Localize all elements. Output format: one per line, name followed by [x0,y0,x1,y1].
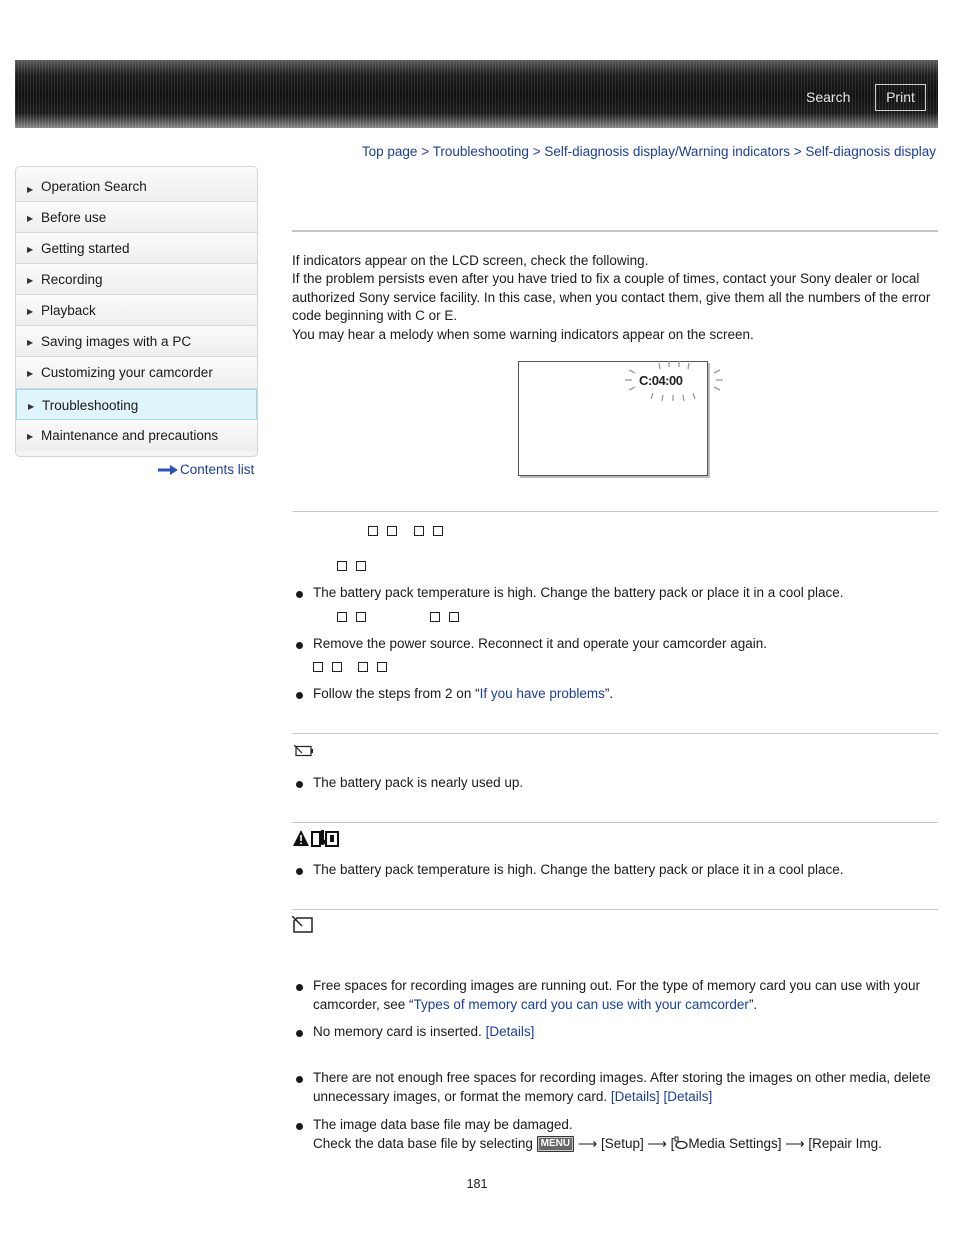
error-code-display: C:04:00 [639,373,683,388]
sidebar-item-saving-images[interactable]: ▶ Saving images with a PC [16,326,257,357]
details-link[interactable]: [Details] [610,1088,660,1104]
lcd-screen-illustration [518,361,708,476]
sidebar-item-before-use[interactable]: ▶ Before use [16,202,257,233]
breadcrumb-separator: > [532,144,541,159]
breadcrumb-separator: > [793,144,802,159]
breadcrumb-warning-indicators[interactable]: Self-diagnosis display/Warning indicators [544,144,790,159]
battery-low-icon [294,745,314,757]
sidebar-item-getting-started[interactable]: ▶ Getting started [16,233,257,264]
sidebar-item-maintenance[interactable]: ▶ Maintenance and precautions [16,420,257,451]
arrow-right-icon: ▶ [27,369,34,379]
error-code-subheading [337,558,375,573]
arrow-right-icon: ▶ [27,276,34,286]
divider [292,230,938,232]
sidebar-item-recording[interactable]: ▶ Recording [16,264,257,295]
print-button[interactable]: Print [875,84,926,111]
details-link[interactable]: [Details] [485,1024,535,1039]
arrow-right-icon: ▶ [28,401,35,411]
error-code-heading [368,523,452,538]
sidebar-item-playback[interactable]: ▶ Playback [16,295,257,326]
breadcrumb [362,144,936,159]
placeholder-square-icon [337,612,347,622]
sidebar-nav [15,166,258,457]
arrow-right-icon [158,465,178,475]
breadcrumb-self-diagnosis[interactable]: Self-diagnosis display [805,144,936,159]
memory-card-icon [292,916,314,934]
sidebar-item-operation-search[interactable]: ▶ Operation Search [16,167,257,202]
placeholder-square-icon [414,526,424,536]
arrow-right-icon: ⟶ [577,1135,598,1151]
placeholder-square-icon [313,662,323,672]
divider [292,909,938,910]
placeholder-square-icon [430,612,440,622]
if-you-have-problems-link[interactable]: If you have problems [479,686,605,701]
search-link[interactable]: Search [806,89,851,105]
placeholder-square-icon [356,561,366,571]
arrow-right-icon: ▶ [27,214,34,223]
breadcrumb-troubleshooting[interactable]: Troubleshooting [432,144,529,159]
arrow-right-icon: ⟶ [647,1135,667,1151]
sidebar-item-customizing[interactable]: ▶ Customizing your camcorder [16,357,257,388]
arrow-right-icon: ▶ [27,185,34,194]
placeholder-square-icon [377,662,387,672]
error-code-subheading [313,659,396,674]
battery-temperature-warning-icon [292,828,342,848]
arrow-right-icon: ▶ [27,338,34,348]
placeholder-square-icon [332,662,342,672]
intro-text: If indicators appear on the LCD screen, check the following. If the problem persists even after you have tried to fix a couple of times, contact your Sony dealer or local authorized Sony service facility. In this case, when you contact them, give them all the numbers of the error code beginning with C or E. You may hear a melody when some warning indicators appear on the screen. [292,253,931,342]
divider [292,733,938,734]
arrow-right-icon: ▶ [27,431,34,441]
placeholder-square-icon [387,526,397,536]
arrow-right-icon: ▶ [27,245,34,255]
details-link[interactable]: [Details] [663,1088,713,1104]
placeholder-square-icon [433,526,443,536]
error-code-subheading [337,609,468,624]
placeholder-square-icon [368,526,378,536]
menu-button-icon: MENU [537,1136,574,1152]
sidebar-item-troubleshooting[interactable]: ▶ Troubleshooting [16,389,257,420]
divider [292,511,938,512]
media-settings-icon [674,1136,688,1150]
page-number: 181 [466,1177,488,1191]
arrow-right-icon: ▶ [27,307,34,317]
contents-list-link[interactable]: Contents list [158,462,254,477]
placeholder-square-icon [449,612,459,622]
memory-card-types-link[interactable]: Types of memory card you can use with your camcorder [413,996,749,1012]
placeholder-square-icon [337,561,347,571]
breadcrumb-top-page[interactable]: Top page [361,144,418,159]
breadcrumb-separator: > [421,144,430,159]
placeholder-square-icon [358,662,368,672]
header-bar [15,60,938,128]
divider [292,822,938,823]
arrow-right-icon: ⟶ [785,1135,805,1151]
placeholder-square-icon [356,612,366,622]
